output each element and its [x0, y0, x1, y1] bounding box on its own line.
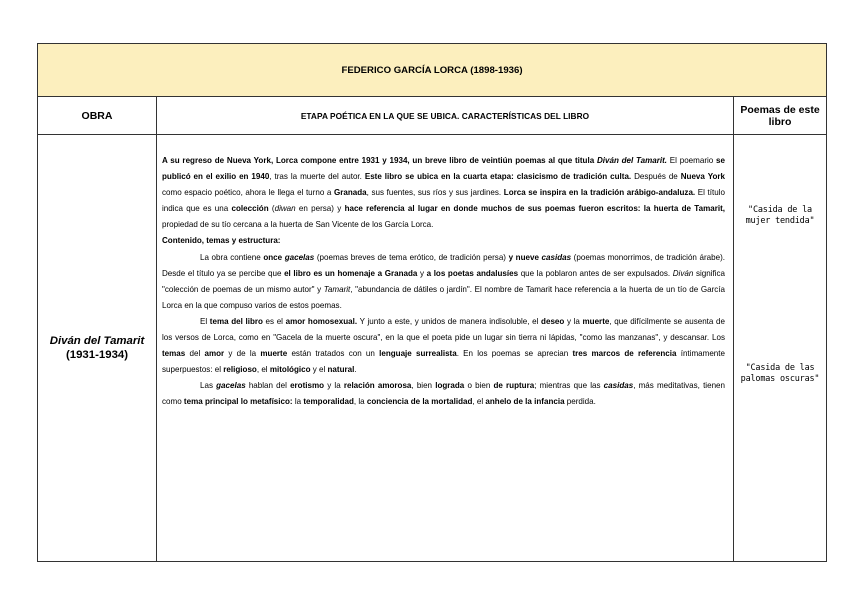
bold-text: Diván del Tamarit. — [596, 156, 668, 165]
bold-text: muerte — [582, 316, 610, 326]
poemas-cell — [734, 135, 827, 562]
obra-years: (1931-1934) — [65, 349, 129, 361]
poema-item: "Casida de las palomas oscuras" — [740, 363, 820, 384]
bold-text: Este libro se ubica en la cuarta etapa: clasicismo de tradición culta. — [364, 172, 632, 182]
bold-text: tres marcos de referencia — [572, 349, 677, 359]
bold-text: colección — [231, 204, 269, 214]
description-paragraph-4: Las gacelas hablan del erotismo y la relación amorosa, bien lograda o bien de ruptura; mientras que las casidas, más meditativas, tienen como tema principal lo metafísico: la temporalidad, la conciencia de la mortalidad, el anhelo de la infancia perdida. — [162, 381, 725, 407]
bold-text: deseo — [541, 316, 565, 326]
bold-text: de ruptura — [493, 381, 535, 391]
table-title: FEDERICO GARCÍA LORCA (1898-1936) — [38, 44, 827, 97]
bold-text: lenguaje surrealista — [379, 349, 457, 359]
bold-text: Granada — [333, 188, 367, 198]
header-obra: OBRA — [38, 97, 157, 135]
bold-text: once — [263, 252, 283, 262]
bold-text: casidas — [603, 381, 634, 391]
bold-text: muerte — [260, 349, 288, 359]
bold-text: gacelas — [284, 252, 315, 262]
bold-text: erotismo — [290, 381, 325, 391]
description-cell — [157, 135, 734, 562]
bold-text: A su regreso de Nueva York, Lorca compone entre 1931 y 1934, un breve libro de veintiún poemas al que titula — [162, 156, 597, 165]
bold-text: y nueve — [508, 252, 539, 262]
bold-text: se publicó en el exilio en 1940 — [162, 156, 725, 182]
bold-text: lograda — [435, 381, 465, 391]
bold-text: temporalidad — [303, 397, 354, 407]
bold-text: Nueva York — [680, 172, 725, 182]
bold-text: mitológico — [269, 365, 311, 375]
obra-cell — [38, 135, 157, 562]
bold-text: amor homosexual. — [285, 316, 358, 326]
description-paragraph-3: El tema del libro es el amor homosexual. Y junto a este, y unidos de manera indisoluble, el deseo y la muerte, que difícilmente se ausenta de los versos de Lorca, como en "Gacela de la muerte oscura", en la que el poeta pide un lugar sin tierra ni lápidas, "como las manzanas", y descansar. Los temas del amor y de la muerte están tratados con un lenguaje surrealista. En los poemas se aprecian tres marcos de referencia íntimamente superpuestos: el religioso, el mitológico y el natural. — [162, 316, 725, 375]
poema-item: "Casida de la mujer tendida" — [745, 205, 815, 226]
lorca-table — [37, 43, 827, 562]
bold-text: amor — [204, 349, 225, 359]
italic-text: diwan — [274, 204, 296, 214]
bold-text: gacelas — [216, 381, 246, 391]
table-row — [38, 135, 827, 562]
bold-text: temas — [162, 349, 186, 359]
bold-text: relación amorosa — [343, 381, 412, 391]
header-poemas: Poemas de este libro — [734, 97, 827, 135]
bold-text: anhelo de la infancia — [485, 397, 565, 407]
description-paragraph-2: La obra contiene once gacelas (poemas breves de tema erótico, de tradición persa) y nueve casidas (poemas monorrimos, de tradición árabe). Desde el título ya se percibe que el libro es un homenaje a Granada y a los poetas andalusíes que la poblaron antes de ser expulsados. Diván significa "colección de poemas de un mismo autor" y Tamarit, "abundancia de dátiles o jardín". El nombre de Tamarit hace referencia a la huerta de un tío de García Lorca en la que compuso varios de estos poemas. — [162, 252, 726, 310]
bold-text: tema del libro — [209, 316, 263, 326]
obra-title: Diván del Tamarit — [49, 335, 145, 347]
bold-text: religioso — [223, 365, 257, 375]
header-etapa: ETAPA POÉTICA EN LA QUE SE UBICA. CARACTERÍSTICAS DEL LIBRO — [157, 97, 734, 135]
bold-text: el libro es un homenaje a Granada — [284, 268, 418, 278]
header-row — [38, 97, 827, 135]
italic-text: Diván — [672, 268, 694, 278]
title-row — [38, 44, 827, 97]
bold-text: conciencia de la mortalidad — [366, 397, 473, 407]
bold-text: casidas — [541, 252, 572, 262]
bold-text: tema principal lo metafísico: — [183, 397, 293, 407]
description-subheading: Contenido, temas y estructura: — [162, 236, 281, 246]
bold-text: a los poetas andalusíes — [426, 268, 519, 278]
bold-text: Lorca se inspira en la tradición arábigo-andaluza. — [503, 188, 696, 198]
italic-text: Tamarit — [323, 284, 351, 294]
bold-text: hace referencia al lugar en donde muchos de sus poemas fueron escritos: la huerta de Tamarit, — [344, 204, 726, 214]
bold-text: natural — [327, 365, 355, 375]
description-paragraph-1: A su regreso de Nueva York, Lorca compone entre 1931 y 1934, un breve libro de veintiún poemas al que titula Diván del Tamarit. El poemario se publicó en el exilio en 1940, tras la muerte del autor. Este libro se ubica en la cuarta etapa: clasicismo de tradición culta. Después de Nueva York como espacio poético, ahora le llega el turno a Granada, sus fuentes, sus ríos y sus jardines. Lorca se inspira en la tradición arábigo-andaluza. El título indica que es una colección (diwan en persa) y hace referencia al lugar en donde muchos de sus poemas fueron escritos: la huerta de Tamarit, propiedad de su tío cercana a la huerta de San Vicente de los García Lorca. — [162, 156, 726, 230]
